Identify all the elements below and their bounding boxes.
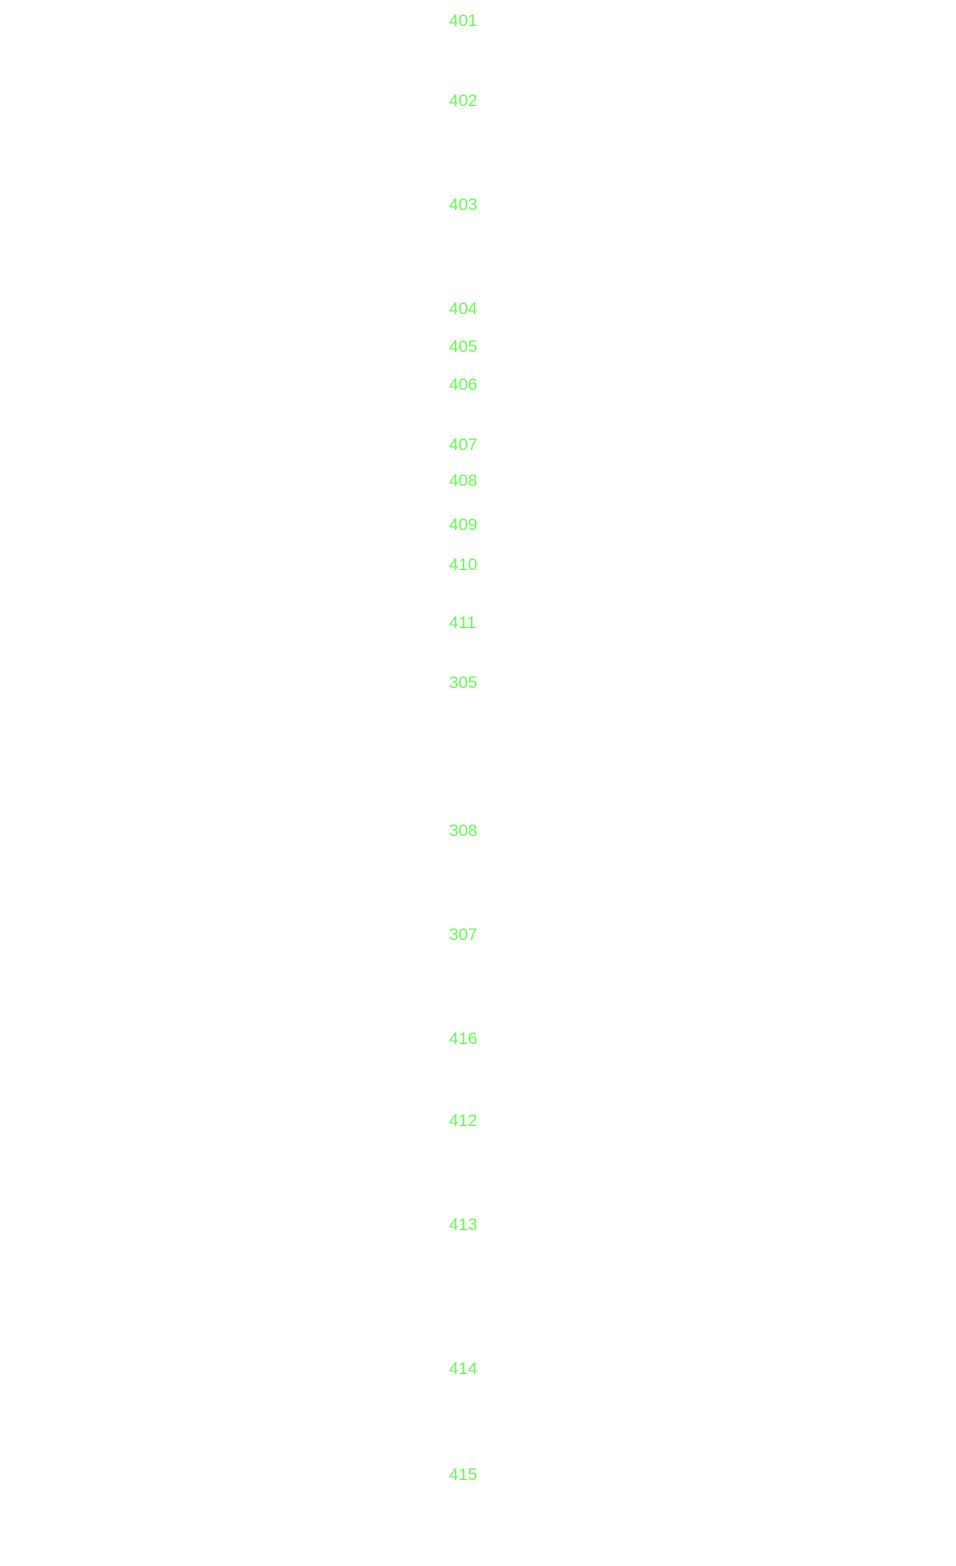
line-number-414: 414	[449, 1359, 478, 1378]
line-number-406: 406	[449, 375, 478, 394]
line-number-307: 307	[449, 925, 478, 944]
line-number-410: 410	[449, 555, 478, 574]
line-number-404: 404	[449, 299, 478, 318]
line-number-305: 305	[449, 673, 478, 692]
line-number-412: 412	[449, 1111, 478, 1130]
line-number-405: 405	[449, 337, 478, 356]
line-number-416: 416	[449, 1029, 478, 1048]
line-number-413: 413	[449, 1215, 478, 1234]
line-number-403: 403	[449, 195, 478, 214]
line-number-407: 407	[449, 435, 478, 454]
line-number-415: 415	[449, 1465, 478, 1484]
line-number-411: 411	[449, 613, 477, 632]
line-number-409: 409	[449, 515, 478, 534]
line-number-402: 402	[449, 91, 478, 110]
line-number-408: 408	[449, 471, 478, 490]
line-number-308: 308	[449, 821, 478, 840]
line-number-401: 401	[449, 11, 478, 30]
